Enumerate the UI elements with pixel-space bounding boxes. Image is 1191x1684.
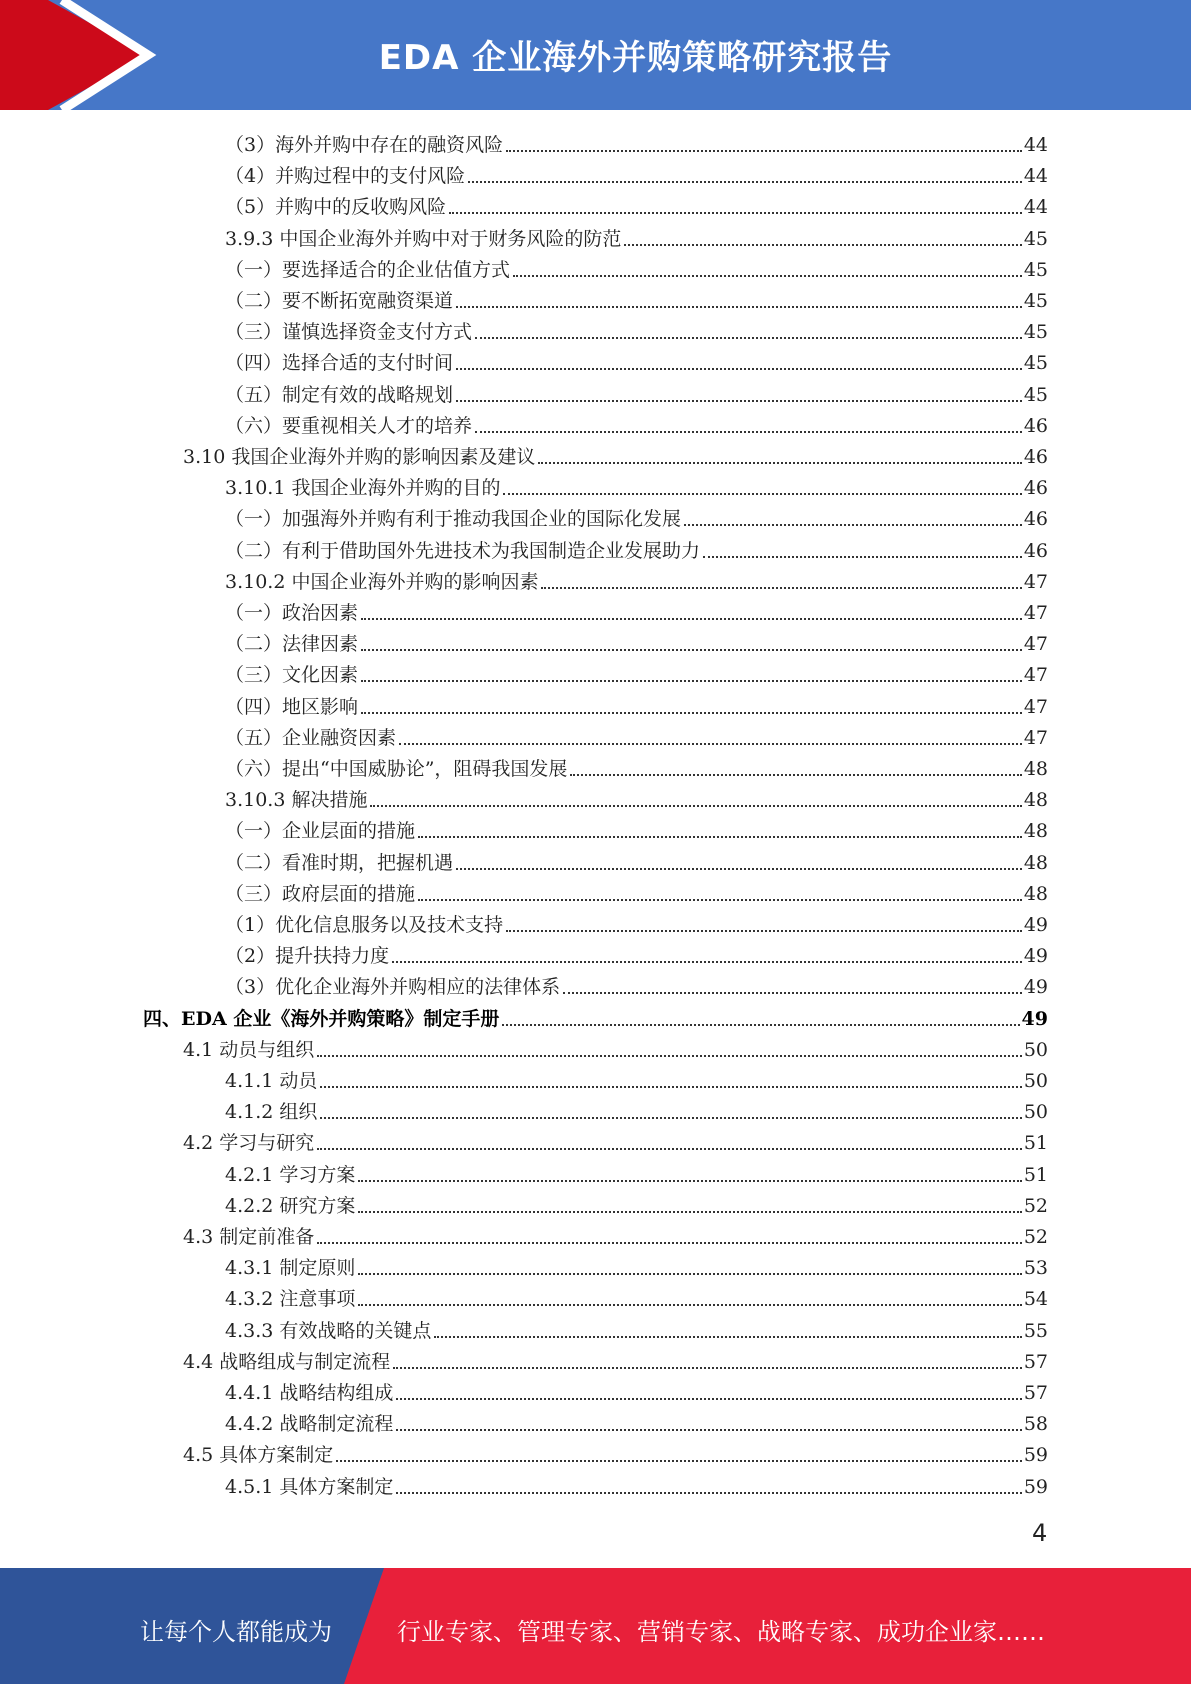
toc-entry[interactable] — [183, 1437, 1048, 1468]
toc-entry-page: 50 — [1023, 1101, 1048, 1124]
toc-entry[interactable] — [225, 907, 1048, 938]
toc-entry-title: （二）有利于借助国外先进技术为我国制造企业发展助力 — [225, 539, 701, 562]
toc-entry-page: 48 — [1023, 789, 1048, 812]
toc-entry[interactable] — [225, 1375, 1048, 1406]
toc-leader-dots — [684, 524, 1022, 526]
toc-entry-page: 50 — [1023, 1070, 1048, 1092]
toc-leader-dots — [418, 899, 1022, 901]
toc-entry-page: 54 — [1023, 1288, 1048, 1311]
toc-entry-page: 46 — [1023, 446, 1048, 468]
toc-entry-title: 3.10.2 中国企业海外并购的影响因素 — [225, 570, 539, 593]
report-title: EDA 企业海外并购策略研究报告 — [378, 38, 893, 78]
toc-entry-title: （三）文化因素 — [225, 664, 359, 687]
toc-entry-title: 4.2.1 学习方案 — [225, 1163, 356, 1186]
toc-entry-page: 46 — [1023, 477, 1048, 500]
toc-leader-dots — [570, 774, 1021, 776]
toc-entry-page: 59 — [1023, 1444, 1048, 1467]
toc-leader-dots — [475, 431, 1022, 433]
toc-entry-page: 47 — [1023, 633, 1048, 656]
toc-entry-title: （2）提升扶持力度 — [225, 945, 390, 968]
toc-entry[interactable] — [225, 813, 1048, 844]
page-number: 4 — [1032, 1519, 1048, 1547]
toc-entry-title: （3）海外并购中存在的融资风险 — [225, 134, 504, 156]
toc-leader-dots — [506, 150, 1022, 152]
toc-entry-page: 52 — [1023, 1194, 1048, 1217]
toc-entry[interactable] — [225, 564, 1048, 595]
toc-leader-dots — [317, 1055, 1022, 1057]
toc-entry-title: （1）优化信息服务以及技术支持 — [225, 914, 504, 936]
toc-entry-page: 44 — [1023, 134, 1048, 156]
toc-entry-page: 44 — [1023, 165, 1048, 188]
toc-entry-title: （二）看准时期，把握机遇 — [225, 851, 454, 874]
toc-entry[interactable] — [225, 158, 1048, 189]
toc-entry-page: 52 — [1023, 1226, 1048, 1248]
toc-entry-title: 3.10.1 我国企业海外并购的目的 — [225, 477, 501, 500]
toc-entry[interactable] — [225, 501, 1048, 532]
toc-entry[interactable] — [183, 439, 1048, 470]
toc-entry-page: 51 — [1023, 1163, 1048, 1186]
toc-entry-page: 45 — [1023, 227, 1048, 250]
toc-leader-dots — [456, 306, 1022, 308]
footer-slogan-right: 行业专家、管理专家、营销专家、战略专家、成功企业家…… — [397, 1618, 1045, 1646]
toc-entry-page: 44 — [1023, 196, 1048, 219]
toc-leader-dots — [418, 836, 1022, 838]
toc-entry[interactable] — [225, 533, 1048, 564]
toc-entry-page: 45 — [1023, 321, 1048, 344]
toc-entry[interactable] — [225, 969, 1048, 1000]
toc-entry-page: 48 — [1023, 851, 1048, 874]
toc-leader-dots — [361, 618, 1022, 620]
toc-entry-page: 48 — [1023, 882, 1048, 905]
toc-leader-dots — [361, 712, 1022, 714]
page-header — [0, 0, 1191, 110]
toc-leader-dots — [506, 930, 1022, 932]
toc-leader-dots — [320, 1086, 1021, 1088]
toc-entry-page: 51 — [1023, 1132, 1048, 1155]
toc-leader-dots — [541, 587, 1021, 589]
toc-entry-page: 49 — [1021, 1007, 1048, 1030]
toc-entry-title: 4.2 学习与研究 — [183, 1132, 315, 1155]
toc-entry-page: 49 — [1023, 945, 1048, 968]
toc-entry[interactable] — [225, 283, 1048, 314]
toc-entry-title: 4.3.3 有效战略的关键点 — [225, 1319, 432, 1342]
toc-entry-page: 57 — [1023, 1350, 1048, 1373]
toc-entry[interactable] — [225, 720, 1048, 751]
toc-entry-page: 48 — [1023, 820, 1048, 843]
toc-leader-dots — [361, 649, 1022, 651]
toc-leader-dots — [358, 1211, 1021, 1213]
toc-entry[interactable] — [225, 377, 1048, 408]
toc-entry-title: （5）并购中的反收购风险 — [225, 196, 447, 219]
toc-entry-title: （五）制定有效的战略规划 — [225, 383, 454, 406]
toc-entry[interactable] — [225, 1313, 1048, 1344]
toc-entry-title: 4.3.2 注意事项 — [225, 1288, 356, 1311]
toc-entry-title: （3）优化企业海外并购相应的法律体系 — [225, 976, 561, 999]
toc-entry-page: 47 — [1023, 602, 1048, 624]
toc-leader-dots — [703, 556, 1022, 558]
toc-entry-title: 4.3.1 制定原则 — [225, 1257, 356, 1280]
toc-entry[interactable] — [225, 751, 1048, 782]
toc-leader-dots — [624, 244, 1021, 246]
toc-leader-dots — [336, 1460, 1022, 1462]
toc-entry[interactable] — [225, 189, 1048, 220]
toc-leader-dots — [399, 743, 1022, 745]
toc-entry-page: 46 — [1023, 414, 1048, 437]
toc-leader-dots — [361, 680, 1022, 682]
toc-leader-dots — [538, 462, 1021, 464]
toc-entry-title: 4.1.1 动员 — [225, 1070, 318, 1092]
toc-leader-dots — [475, 337, 1022, 339]
toc-entry-title: 4.1.2 组织 — [225, 1101, 318, 1124]
toc-entry-title: 4.5 具体方案制定 — [183, 1444, 334, 1467]
toc-entry[interactable] — [225, 876, 1048, 907]
toc-entry-page: 46 — [1023, 508, 1048, 531]
toc-entry[interactable] — [143, 1001, 1048, 1032]
toc-entry-page: 46 — [1023, 539, 1048, 562]
toc-leader-dots — [396, 1398, 1021, 1400]
toc-entry-title: 3.10 我国企业海外并购的影响因素及建议 — [183, 446, 536, 468]
toc-entry[interactable] — [225, 595, 1048, 626]
toc-entry-title: 4.3 制定前准备 — [183, 1226, 315, 1248]
toc-leader-dots — [503, 493, 1021, 495]
toc-leader-dots — [513, 275, 1022, 277]
toc-entry-title: （四）地区影响 — [225, 695, 359, 718]
toc-entry-title: （三）谨慎选择资金支付方式 — [225, 321, 473, 344]
toc-leader-dots — [370, 805, 1021, 807]
toc-entry[interactable] — [225, 1281, 1048, 1312]
toc-entry-page: 45 — [1023, 352, 1048, 375]
toc-entry[interactable] — [183, 1032, 1048, 1063]
toc-entry-page: 45 — [1023, 383, 1048, 406]
page-footer — [0, 1568, 1191, 1684]
toc-entry-page: 45 — [1023, 290, 1048, 312]
toc-entry[interactable] — [225, 252, 1048, 283]
toc-leader-dots — [396, 1492, 1021, 1494]
toc-entry-title: （二）法律因素 — [225, 633, 359, 656]
toc-entry-title: 4.4.2 战略制定流程 — [225, 1413, 394, 1436]
toc-entry-page: 50 — [1023, 1038, 1048, 1061]
toc-entry-title: 四、EDA 企业《海外并购策略》制定手册 — [143, 1007, 500, 1030]
toc-leader-dots — [449, 212, 1022, 214]
toc-entry-page: 45 — [1023, 258, 1048, 281]
toc-leader-dots — [392, 961, 1022, 963]
toc-entry[interactable] — [225, 408, 1048, 439]
toc-entry-page: 59 — [1023, 1475, 1048, 1498]
toc-entry[interactable] — [225, 470, 1048, 501]
toc-entry-page: 47 — [1023, 570, 1048, 593]
toc-entry-page: 55 — [1023, 1319, 1048, 1342]
toc-entry[interactable] — [225, 626, 1048, 657]
toc-entry-page: 49 — [1023, 914, 1048, 936]
toc-leader-dots — [563, 992, 1022, 994]
toc-entry[interactable] — [225, 221, 1048, 252]
toc-entry[interactable] — [183, 1219, 1048, 1250]
toc-entry-title: 4.4.1 战略结构组成 — [225, 1382, 394, 1404]
toc-entry-title: （四）选择合适的支付时间 — [225, 352, 454, 375]
toc-entry-title: 4.4 战略组成与制定流程 — [183, 1350, 391, 1373]
toc-leader-dots — [502, 1024, 1019, 1026]
toc-leader-dots — [393, 1367, 1022, 1369]
toc-leader-dots — [434, 1336, 1021, 1338]
footer-slogan-left: 让每个人都能成为 — [140, 1618, 332, 1646]
toc-entry[interactable] — [225, 314, 1048, 345]
toc-entry-title: （三）政府层面的措施 — [225, 882, 416, 905]
toc-entry[interactable] — [225, 1157, 1048, 1188]
toc-entry-title: （一）要选择适合的企业估值方式 — [225, 258, 511, 281]
toc-entry-page: 47 — [1023, 726, 1048, 749]
toc-entry-page: 53 — [1023, 1257, 1048, 1280]
toc-leader-dots — [468, 181, 1022, 183]
toc-entry-page: 57 — [1023, 1382, 1048, 1404]
toc-entry[interactable] — [183, 1344, 1048, 1375]
toc-entry-page: 48 — [1023, 758, 1048, 780]
toc-leader-dots — [456, 400, 1022, 402]
toc-entry[interactable] — [225, 1188, 1048, 1219]
toc-entry[interactable] — [225, 938, 1048, 969]
toc-entry-title: （二）要不断拓宽融资渠道 — [225, 290, 454, 312]
toc-entry-page: 49 — [1023, 976, 1048, 999]
toc-leader-dots — [396, 1429, 1021, 1431]
toc-entry-title: （六）提出“中国威胁论”，阻碍我国发展 — [225, 758, 568, 780]
toc-leader-dots — [320, 1117, 1021, 1119]
toc-entry[interactable] — [183, 1125, 1048, 1156]
toc-entry-title: 4.5.1 具体方案制定 — [225, 1475, 394, 1498]
toc-leader-dots — [456, 868, 1022, 870]
toc-leader-dots — [358, 1273, 1021, 1275]
toc-entry-page: 47 — [1023, 695, 1048, 718]
toc-entry[interactable] — [225, 345, 1048, 376]
toc-entry[interactable] — [225, 657, 1048, 688]
toc-entry-title: 3.10.3 解决措施 — [225, 789, 368, 812]
toc-entry[interactable] — [225, 1094, 1048, 1125]
toc-leader-dots — [358, 1180, 1021, 1182]
toc-entry[interactable] — [225, 1469, 1048, 1500]
toc-leader-dots — [317, 1148, 1022, 1150]
toc-entry-title: 4.2.2 研究方案 — [225, 1194, 356, 1217]
toc-entry[interactable] — [225, 689, 1048, 720]
toc-leader-dots — [358, 1304, 1021, 1306]
toc-entry-title: 4.1 动员与组织 — [183, 1038, 315, 1061]
toc-entry[interactable] — [225, 1406, 1048, 1437]
toc-entry-title: 3.9.3 中国企业海外并购中对于财务风险的防范 — [225, 227, 622, 250]
toc-entry-page: 47 — [1023, 664, 1048, 687]
toc-entry-page: 58 — [1023, 1413, 1048, 1436]
toc-entry-title: （五）企业融资因素 — [225, 726, 397, 749]
toc-entry[interactable] — [225, 1250, 1048, 1281]
toc-entry[interactable] — [225, 1063, 1048, 1094]
toc-leader-dots — [456, 368, 1022, 370]
toc-entry-title: （六）要重视相关人才的培养 — [225, 414, 473, 437]
toc-entry-title: （一）政治因素 — [225, 602, 359, 624]
toc-entry-title: （一）加强海外并购有利于推动我国企业的国际化发展 — [225, 508, 682, 531]
toc-entry[interactable] — [225, 127, 1048, 158]
toc-entry-title: （一）企业层面的措施 — [225, 820, 416, 843]
toc-entry[interactable] — [225, 845, 1048, 876]
toc-leader-dots — [317, 1242, 1022, 1244]
toc-entry-title: （4）并购过程中的支付风险 — [225, 165, 466, 188]
toc-entry[interactable] — [225, 782, 1048, 813]
